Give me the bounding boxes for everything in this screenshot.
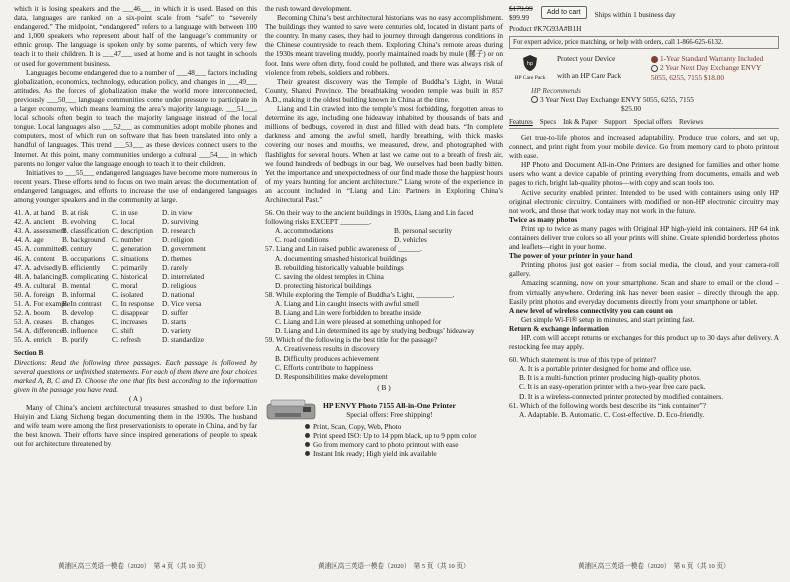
answer-option: A. accommodations [275,226,334,236]
old-price: $179.99 [509,4,533,13]
feature-heading: Twice as many photos [509,214,578,224]
price-row [509,4,779,22]
feature-paragraph: Get true-to-life photos and increased adaptability. Produce true colors, and set up, connect, and print right from your mobile device. Go from memory card to photo printout with ease. [509,132,779,161]
option-cell: B. In contrast [62,299,102,308]
protect-text: Protect your Device [557,54,616,64]
cloze-options [14,208,257,344]
option-cell: B. complicating [62,271,109,281]
answer-option: D. protecting historical buildings [275,280,372,290]
option-cell: 54. A. difference [14,326,63,336]
feature-paragraph: Get simple Wi-Fi® setup in minutes, and start printing fast. [521,314,695,324]
option-cell: 43. A. assessment [14,226,66,236]
answer-option: D. Liang and Lin determined its age by studying bedbugs’ hideaway [275,326,475,336]
option-cell: D. interrelated [162,271,205,281]
option-cell: D. research [162,226,196,236]
radio-icon [651,65,658,72]
question-60 [509,355,779,419]
section-b-heading: Section B [14,348,44,358]
option-cell: 49. A. cultural [14,280,56,290]
option-cell: B. efficiently [62,262,101,272]
care-pack-label: HP Care Pack [514,75,546,82]
option-cell: C. in use [112,208,138,218]
option-cell: D. national [162,289,195,299]
answer-option: C. It is an easy-operation printer with a two-year free care pack. [519,382,706,392]
question-stem: 56. On their way to the ancient buildings in 1930s, Liang and Lin faced following risks EXCEPT ________. [265,208,474,227]
ad-bullet: Print, Scan, Copy, Web, Photo [305,422,503,431]
option-cell: B. at risk [62,208,89,218]
recommends-section [509,86,779,113]
tab-0[interactable]: Features [509,117,533,126]
ad-bullet: Instant Ink ready; High yield ink available [305,449,503,458]
advice-box: For expert advice, price matching, or help with orders, call 1-866-625-6132. [509,36,779,49]
question-stem: 59. Which of the following is the best title for the passage? [265,335,438,345]
answer-option: B. personal security [394,226,453,236]
answer-option: B. It is a multi-function printer producing high-quality photos. [519,373,701,383]
option-cell: C. situations [112,253,149,263]
option-cell: C. historical [112,271,148,281]
option-cell: D. religious [162,280,197,290]
option-cell: 42. A. ancient [14,217,55,227]
option-row [14,290,257,299]
question-options: A. Adaptable. B. Automatic. C. Cost-effective. D. Eco-friendly. [519,409,705,419]
care-pack-section [509,54,779,83]
middle-column [265,4,503,458]
page-footer: 黄浦区高三英语一模卷（2020） 第 6 页（共 10 页） [578,563,730,570]
option-cell: 48. A. balancing [14,271,62,281]
option-cell: C. disappear [112,308,149,318]
option-row [14,308,257,317]
answer-option: A. documenting smashed historical buildings [275,253,407,263]
option-cell: 50. A. foreign [14,289,55,299]
ad-bullet: Print speed ISO: Up to 14 ppm black, up to 9 ppm color [305,431,503,440]
passage-paragraph: the rush toward development. [265,4,352,13]
tab-2[interactable]: Ink & Paper [563,117,598,126]
option-row [14,263,257,272]
right-column [509,4,779,419]
feature-paragraph: HP. com will accept returns or exchanges for this product up to 30 days after delivery. A restocking fee may apply. [509,333,779,352]
option-row [14,335,257,344]
option-cell: B. century [62,244,93,254]
answer-option: B. Difficulty produces achievement [275,353,380,363]
shipping-info: Ships within 1 business day [594,10,676,19]
answer-option: A. Liang and Lin caught insects with awful smell [275,299,420,308]
option-row [14,254,257,263]
option-cell: 55. A. enrich [14,335,52,345]
answer-option: B. rebuilding historically valuable buildings [275,262,404,272]
feature-paragraph: Amazing scanning, now on your smartphone. Scan and share to email or the cloud – from virtually anywhere. Ordering ink has never been easier – directly through the app. Easily print photos and everyday documents directly from your smartphone or tablet. [509,278,779,306]
answer-option: C. Liang and Lin were pleased at something unhoped for [275,317,442,327]
feature-heading: Return & exchange information [509,323,609,333]
radio-selected-icon [651,56,658,63]
page-footer: 黄浦区高三英语一模卷（2020） 第 5 页（共 10 页） [318,563,470,570]
ad-subtitle: Special offers: Free shipping! [346,409,433,419]
page-footer: 黄浦区高三英语一模卷（2020） 第 4 页（共 10 页） [58,563,210,570]
option-cell: 44. A. age [14,235,44,245]
option-cell: B. occupations [62,253,106,263]
passage-paragraph: Initiatives to ___55___ endangered languages have become more numerous in recent years. These efforts tend to focus on two main areas: the documentation of endangered languages, and efforts to increase the use of endangered languages among younger speakers and in the community at large. [14,167,257,204]
passage-paragraph: Many of China’s ancient architectural treasures smashed to dust before Lin Huiyin and Liang Sicheng began documenting them in the 1930s. The husband and wife team were among the first preservationists to operate in China, and by far the best known. Their efforts have since inspired generations of people to speak out for architecture threatened by [14,403,257,449]
option-cell: D. suffer [162,308,188,318]
option-row [14,208,257,217]
feature-paragraph: Printing photos just got easier – from social media, the cloud, and your camera-roll gallery. [509,260,779,279]
warranty-option[interactable]: 2 Year Next Day Exchange ENVY 5055, 6255, 7155 $18.00 [651,63,762,82]
option-cell: D. surviving [162,217,199,227]
option-row [14,217,257,226]
option-cell: D. rarely [162,262,188,272]
passage-paragraph: which it is losing speakers and the ___46___ in which it is used. Based on this data, languages are ranked on a six-point scale from “safe” to “severely endangered.” The midpoint, “endangered” refers to a language with between 100 and 1,000 speakers who represent about half of the language’s community or ethnic group. The language is spoken only by some parents, of which very few teach it to their children. It is ___47___ used at home and is not taught in schools or used for government business. [14,4,257,68]
answer-option: C. Efforts contribute to happiness [275,362,374,372]
option-cell: B. changes [62,317,95,327]
shield-icon [522,54,538,72]
recommend-option[interactable]: 3 Year Next Day Exchange ENVY 5055, 6255, 7155 [531,95,779,104]
printer-icon [265,398,317,422]
option-cell: C. local [112,217,135,227]
answer-option: C. saving the oldest temples in China [275,271,384,281]
warranty-option[interactable]: 1-Year Standard Warranty Included [651,54,771,63]
passage-paragraph: Their greatest discovery was the Temple of Buddha’s Light, in Wutai County, Shanxi Province. The breathtaking wooden temple was built in 857 A.D., making it the oldest building known in China at the time. [265,76,503,104]
product-tabs [509,118,779,129]
tab-4[interactable]: Special offers [633,117,673,126]
left-column [14,4,257,449]
recommend-price: $25.00 [621,103,642,113]
option-cell: C. primarily [112,262,148,272]
care-pack-badge [509,54,551,83]
option-row [14,226,257,235]
tab-1[interactable]: Specs [539,117,557,126]
bullet-icon [305,424,310,429]
bullet-icon [305,451,310,456]
option-cell: D. standardize [162,335,205,345]
option-cell: C. increases [112,317,148,327]
product-code: Product #K7G93A#B1H [509,24,582,34]
option-cell: B. purify [62,335,89,345]
care-pack-text: with an HP Care Pack [557,71,622,81]
option-cell: D. themes [162,253,192,263]
option-cell: 52. A. boom [14,308,51,318]
passage-paragraph: Languages become endangered due to a number of ___48___ factors including globalization, economics, technology, education policy, and changes in ___49___ attitudes. As the forces of globalization make the world more interconnected, previously ___50___ language communities come under pressure to participate in a larger economy, which means learning the area’s majority language. ___51___, local schools often begin to teach the majority language instead of the local tongue. Local languages also ___52___ as communities adopt mobile phones and computers, most of which run on software that has been translated into only a handful of languages. This trend ___53___ as these devices connect users to the Internet. At this point, many communities undergo a cultural ___54___ in which parents no longer value the language enough to teach it to their children. [14,67,257,168]
feature-paragraph: Active security enabled printer. Intended to be used with containers using only HP original electronic circuitry. Containers with modified or non-HP electronic circuitry may not work, and those that work today may not work in the future. [509,187,779,215]
option-cell: D. starts [162,317,187,327]
option-row [14,326,257,335]
option-cell: D. variety [162,326,192,336]
bullet-icon [305,433,310,438]
option-cell: C. shift [112,326,134,336]
option-cell: 46. A. content [14,253,55,263]
option-cell: D. Vice versa [162,299,202,308]
ad-bullets [265,422,503,458]
price: $99.99 [509,13,530,23]
option-cell: C. description [112,226,153,236]
option-cell: C. number [112,235,143,245]
option-cell: 47. A. advisedly [14,262,62,272]
option-cell: B. evolving [62,217,97,227]
features-content [509,133,779,351]
printer-ad [265,398,503,422]
option-cell: 41. A. at hand [14,208,55,218]
answer-option: A. It is a portable printer designed for home and office use. [519,364,692,374]
option-cell: 51. A. For example [14,299,71,308]
feature-heading: A new level of wireless connectivity you can count on [509,305,673,315]
option-cell: 45. A. committee [14,244,65,254]
feature-heading: The power of your printer in your hand [509,251,633,261]
option-cell: B. classification [62,226,110,236]
option-row [14,272,257,281]
directions: Directions: Read the following three passages. Each passage is followed by several questions or unfinished statements. For each of them there are four choices marked A, B, C and D. Choose the one that fits best according to the information given in the passage you have read. [14,357,257,394]
answer-option: A. Creativeness results in discovery [275,344,380,354]
option-cell: D. religion [162,235,194,245]
question-stem: 60. Which statement is true of this type of printer? [509,355,656,365]
passage-paragraph: Liang and Lin crawled into the temple’s most forbidding, forgotten areas to determine its age, including one hideaway inhabited by thousands of bats and millions of bedbugs, covered in dust and filled with dead bats. “In complete darkness and among the awful smell, hardly breathing, with thick masks covering our noses and mouths, we measured, drew, and photographed with flashlights for several hours. When at last we came out to a breath of fresh air, we found hundreds of bedbugs in our bag. We ourselves had been badly bitten. Yet the importance and unexpectedness of our find made those the happiest hours of my years hunting for ancient architecture.” Liang wrote of the experience in an account included in “Liang and Lin: Partners in Exploring China’s Architectural Past.” [265,104,503,204]
option-row [14,317,257,326]
option-cell: C. isolated [112,289,144,299]
tab-3[interactable]: Support [604,117,627,126]
answer-option: C. road conditions [275,235,329,245]
option-cell: 53. A. ceases [14,317,53,327]
option-row [14,299,257,308]
feature-paragraph: Print up to twice as many pages with Original HP high-yield ink containers. HP 64 ink containers deliver true colors so all your prints will shine. Create splendid borderless photos and leaflets—right in your home. [509,223,779,252]
option-cell: B. mental [62,280,91,290]
option-cell: C. moral [112,280,138,290]
answer-option: B. Liang and Lin were forbidden to breathe inside [275,308,422,318]
tab-5[interactable]: Reviews [679,117,704,126]
answer-option: D. vehicles [394,235,427,245]
svg-text:hp: hp [526,61,534,68]
feature-paragraph: HP Photo and Document All-in-One Printers are designed for families and other home users who want a device capable of printing everything from documents, emails and web pages to rich, bright lab-quality photos—with copy and scan tools too. [509,160,779,188]
passage-label: ( A ) [129,393,142,403]
option-cell: D. in view [162,208,193,218]
option-row [14,281,257,290]
add-to-cart-button[interactable]: Add to cart [541,6,587,19]
option-cell: B. develop [62,308,94,318]
option-cell: C. refresh [112,335,141,345]
recommends-heading: HP Recommends [531,85,581,95]
answer-option: D. Responsibilities make development [275,371,388,381]
option-cell: D. government [162,244,206,254]
passage-label: ( B ) [377,382,391,392]
option-cell: C. generation [112,244,152,254]
option-cell: B. influence [62,326,98,336]
passage-paragraph: Becoming China’s best architectural historians was no easy accomplishment. The buildings they wanted to save were centuries old, located in distant parts of the country. In many cases, they had to journey through dangerous conditions in the Chinese countryside to reach them. Exploring China’s remote areas during the 1930s meant traveling muddy, poorly maintained roads by mule (骡子) or on foot. Inns were often dirty, food could be polluted, and there was always risk of violence from rebels, soldiers and robbers. [265,13,503,77]
option-row [14,235,257,244]
question-stem: 58. While exploring the Temple of Buddha’s Light, __________. [265,289,455,299]
answer-option: D. It is a wireless-connected printer protected by modified containers. [519,391,724,401]
option-cell: B. background [62,235,105,245]
bullet-icon [305,442,310,447]
ad-bullet: Go from memory card to photo printout with ease [305,440,503,449]
radio-icon [531,96,538,103]
option-cell: C. In response [112,299,154,308]
question-stem: 61. Which of the following words best describe its “ink container”? [509,400,707,410]
option-row [14,244,257,253]
option-cell: B. informal [62,289,96,299]
question-stem: 57. Liang and Lin raised public awareness of ______. [265,244,422,254]
ad-title: HP ENVY Photo 7155 All-in-One Printer [323,400,456,410]
question-list [265,208,503,381]
